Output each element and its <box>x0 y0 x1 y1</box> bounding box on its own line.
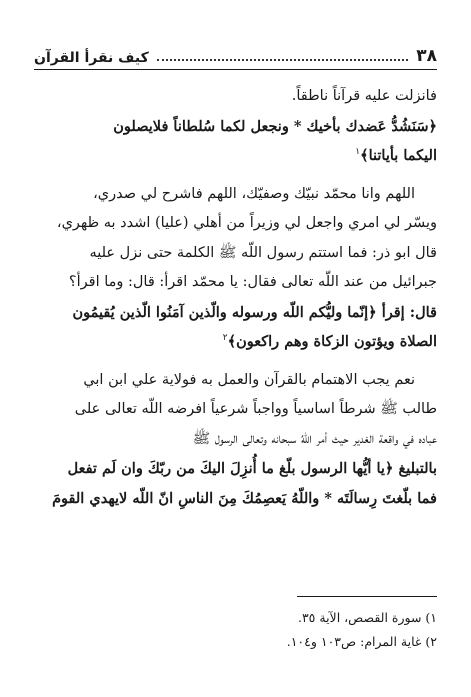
text-line: قال ابو ذر: فما استتم رسول اللّه ﷺ الكلمة حتى نزل عليه <box>89 244 437 261</box>
header-dot-leader <box>157 58 409 61</box>
quran-verse-line: فما بلّغتَ رِسالَتَه * واللّهُ يَعصِمُكَ مِنَ الناسِ انّ اللّه لايهدي القومَ <box>52 489 437 507</box>
text-line: اللهم وانا محمّد نبيّك وصفيّك، اللهم فاشرح لي صدري، <box>93 185 415 202</box>
footnote-1: ١) سورة القصص، الآية ٣٥. <box>297 610 437 625</box>
quran-verse-line: قال: إقرأ ﴿إنّما وليُّكم اللّه ورسوله والّذين آمَنُوا الّذين يُقيمُون <box>72 303 437 321</box>
quran-verse-line: بالتبليغ ﴿يا أيُّها الرسول بلّغ ما أُنزِلَ اليكَ من ربّكَ وان لَم تفعل <box>67 460 437 477</box>
quran-verse-line: اليكما بأياتنا﴾$^١$ <box>355 147 437 164</box>
page-header <box>34 40 437 70</box>
footnote-divider <box>297 596 437 597</box>
text-line: طالب ﷺ شرطاً اساسياً وواجباً شرعياً افرضه اللّه تعالى على <box>74 401 437 417</box>
footnote-2: ٢) غاية المرام: ص١٠٣ و١٠٤. <box>286 634 437 649</box>
footnote-marker: ٢ <box>222 333 228 344</box>
quran-verse-line: ﴿سَنَشُدُّ عَضدك بأخيك * ونجعل لكما سُلطاناً فلايصلون <box>113 117 437 135</box>
footnotes <box>34 606 437 654</box>
body-text <box>34 82 437 513</box>
page-number: ٣٨ <box>416 46 437 66</box>
quran-verse-line: الصلاة ويؤتون الزكاة وهم راكعون﴾$^٢$ <box>222 333 437 350</box>
book-title: كيف نقرأ القرآن <box>34 50 149 66</box>
text-line: نعم يجب الاهتمام بالقرآن والعمل به فولاية علي ابن ابي <box>83 371 415 388</box>
footnote-marker: ١ <box>355 147 361 158</box>
text-line: جبرائيل من عند اللّه تعالى فقال: يا محمّد اقرأ: قال: وما اقرأ؟ <box>68 274 437 290</box>
text-line: عباده في واقعة الغدير حيث أمر اللّهُ سبحانه وتعالى الرسول ﷺ <box>192 430 437 447</box>
text-line: فانزلت عليه قرآناً ناطقاً. <box>291 88 437 104</box>
text-line: ويسّر لي امري واجعل لي وزيراً من أهلي (عليا) اشدد به ظهري، <box>56 215 437 231</box>
